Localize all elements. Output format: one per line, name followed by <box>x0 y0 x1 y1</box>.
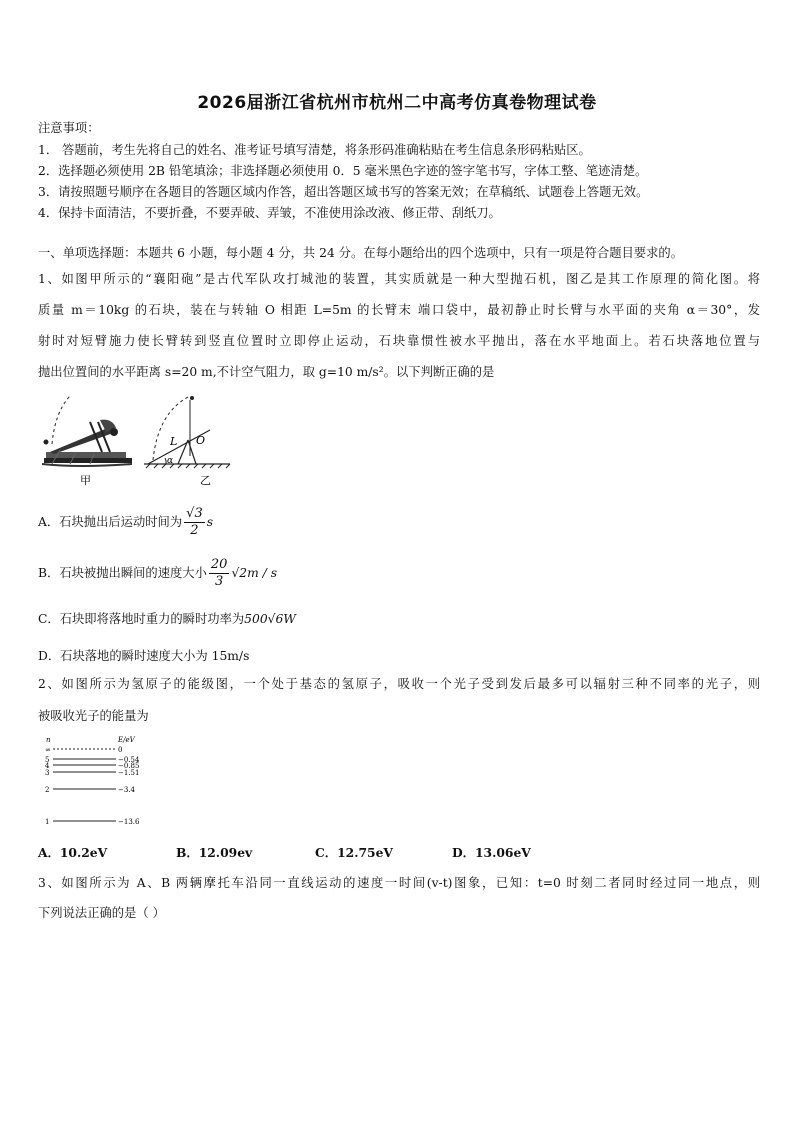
notice-item-1: 1． 答题前，考生先将自己的姓名、准考证号填写清楚，将条形码准确粘贴在考生信息条形码粘贴区。 <box>38 143 591 157</box>
q1-line-1: 1、如图甲所示的“襄阳砲”是古代军队攻打城池的装置，其实质就是一种大型抛石机，图乙是其工作原理的简化图。将 <box>38 272 760 286</box>
q1-option-a[interactable] <box>38 506 213 539</box>
energy-levels <box>45 746 140 826</box>
q1-line-2: 质量 m＝10kg 的石块，装在与转轴 O 相距 L=5m 的长臂末 端口袋中，最初静止时长臂与水平面的夹角 α＝30°，发 <box>38 303 760 317</box>
label-yi: 乙 <box>200 474 211 487</box>
energy-level-value: −0.85 <box>118 762 140 770</box>
q2-option-c[interactable]: C．12.75eV <box>315 845 393 860</box>
axis-n-label: n <box>46 736 51 744</box>
q2-option-b[interactable]: B．12.09ev <box>176 845 253 860</box>
catapult-drawing <box>42 396 132 466</box>
energy-level-value: −3.4 <box>118 786 135 794</box>
energy-level-n: 3 <box>45 769 50 777</box>
label-alpha: α <box>167 456 174 466</box>
q1-option-a-den: 2 <box>190 523 199 538</box>
q1-option-b-num: 20 <box>210 557 228 572</box>
q2-line-2: 被吸收光子的能量为 <box>38 709 149 723</box>
q1-figure <box>40 392 240 492</box>
q1-option-c-tail: 500√6W <box>244 612 296 626</box>
q1-option-b-tail: √2m / s <box>231 566 278 580</box>
label-O: O <box>196 434 206 447</box>
energy-level-n: 4 <box>45 762 50 770</box>
notice-item-3: 3．请按照题号顺序在各题目的答题区域内作答，超出答题区域书写的答案无效；在草稿纸、试题卷上答题无效。 <box>38 185 649 199</box>
notice-item-4: 4．保持卡面清洁，不要折叠，不要弄破、弄皱，不准使用涂改液、修正带、刮纸刀。 <box>38 206 501 220</box>
page-title: 2026届浙江省杭州市杭州二中高考仿真卷物理试卷 <box>197 93 597 113</box>
q1-option-c-text: C．石块即将落地时重力的瞬时功率为 <box>38 612 245 626</box>
label-jia: 甲 <box>80 474 91 487</box>
energy-level-n: 5 <box>45 756 50 764</box>
energy-level-value: −0.54 <box>118 756 140 764</box>
principle-diagram <box>144 396 230 468</box>
energy-level-value: −1.51 <box>118 769 140 777</box>
q1-option-d[interactable]: D．石块落地的瞬时速度大小为 15m/s <box>38 649 250 663</box>
q1-option-a-unit: s <box>206 515 214 529</box>
q3-line-1: 3、如图所示为 A、B 两辆摩托车沿同一直线运动的速度一时间(v-t)图象，已知：t=0 时刻二者同时经过同一地点，则 <box>38 876 760 890</box>
energy-level-value: 0 <box>118 746 123 754</box>
section-heading: 一、单项选择题：本题共 6 小题，每小题 4 分，共 24 分。在每小题给出的四个选项中，只有一项是符合题目要求的。 <box>38 246 683 260</box>
q1-option-b-den: 3 <box>215 574 224 589</box>
q1-line-3: 射时对短臂施力使长臂转到竖直位置时立即停止运动，石块靠惯性被水平抛出，落在水平地面上。若石块落地位置与 <box>38 334 760 348</box>
q2-line-1: 2、如图所示为氢原子的能级图，一个处于基态的氢原子，吸收一个光子受到发后最多可以辐射三种不同率的光子，则 <box>38 677 760 691</box>
axis-e-label: E/eV <box>118 736 135 744</box>
q1-option-b-fraction <box>209 557 230 590</box>
q2-option-d[interactable]: D．13.06eV <box>452 845 531 860</box>
q2-option-a[interactable]: A．10.2eV <box>38 845 108 860</box>
energy-level-n: 1 <box>45 818 50 826</box>
energy-level-n: ∞ <box>45 746 51 754</box>
label-L: L <box>170 435 178 448</box>
notice-item-2: 2．选择题必须使用 2B 铅笔填涂；非选择题必须使用 0．5 毫米黑色字迹的签字笔书写，字体工整、笔迹清楚。 <box>38 164 648 178</box>
q1-option-b[interactable] <box>38 557 277 590</box>
q1-option-a-text: A．石块抛出后运动时间为 <box>38 515 183 529</box>
q1-line-4: 抛出位置间的水平距离 s=20 m,不计空气阻力，取 g=10 m/s²。以下判断正确的是 <box>38 365 495 379</box>
energy-level-value: −13.6 <box>118 818 140 826</box>
q1-option-b-text: B．石块被抛出瞬间的速度大小 <box>38 566 207 580</box>
q1-option-c[interactable] <box>38 609 296 627</box>
notice-heading: 注意事项： <box>38 121 100 135</box>
energy-level-diagram <box>40 732 150 832</box>
energy-level-n: 2 <box>45 786 50 794</box>
q1-option-a-num: √3 <box>186 506 203 521</box>
q3-line-2: 下列说法正确的是（ ） <box>38 906 165 920</box>
q1-option-a-fraction <box>184 506 205 539</box>
